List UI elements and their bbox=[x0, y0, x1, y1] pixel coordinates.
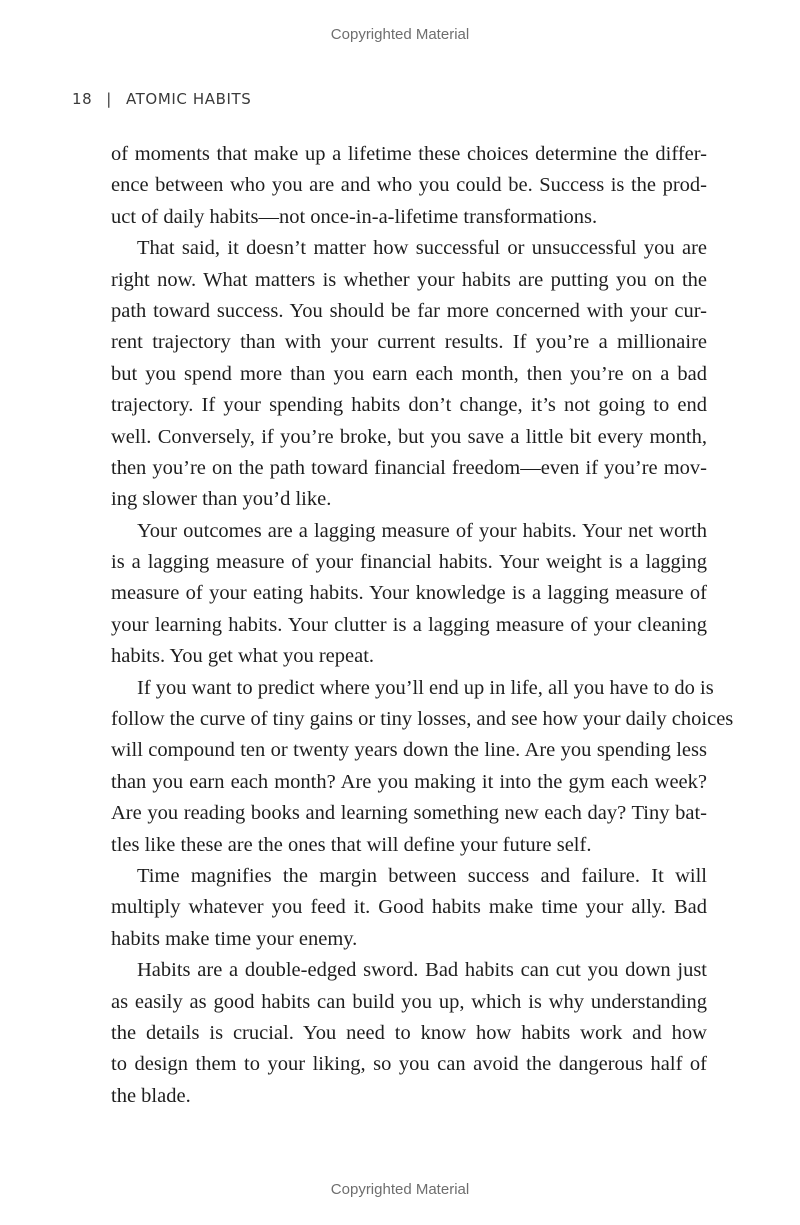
running-head-separator: | bbox=[106, 90, 112, 108]
text-line: well. Conversely, if you’re broke, but you save a little bit every month, bbox=[111, 425, 707, 448]
text-line: is a lagging measure of your financial habits. Your weight is a lagging bbox=[111, 551, 707, 574]
body-text bbox=[111, 139, 734, 1112]
paragraph bbox=[111, 516, 707, 673]
text-line: That said, it doesn’t matter how successful or unsuccessful you are bbox=[137, 237, 707, 260]
text-line: path toward success. You should be far more concerned with your cur- bbox=[111, 299, 707, 322]
copyright-watermark-top: Copyrighted Material bbox=[330, 26, 470, 43]
paragraph bbox=[111, 861, 707, 955]
text-line: ing slower than you’d like. bbox=[111, 488, 332, 511]
text-line: habits make time your enemy. bbox=[111, 927, 358, 950]
text-line: Time magnifies the margin between success and failure. It will bbox=[137, 864, 707, 887]
text-line: than you earn each month? Are you making it into the gym each week? bbox=[111, 770, 707, 793]
text-line: then you’re on the path toward financial freedom—even if you’re mov- bbox=[111, 456, 707, 479]
text-line: rent trajectory than with your current results. If you’re a millionaire bbox=[111, 331, 707, 354]
text-line: follow the curve of tiny gains or tiny losses, and see how your daily choices bbox=[111, 708, 734, 731]
text-line: the details is crucial. You need to know how habits work and how bbox=[111, 1021, 707, 1044]
text-line: Are you reading books and learning something new each day? Tiny bat- bbox=[111, 802, 707, 825]
text-line: the blade. bbox=[111, 1084, 191, 1107]
page-number: 18 bbox=[72, 90, 93, 108]
running-head bbox=[72, 90, 251, 108]
text-line: will compound ten or twenty years down the line. Are you spending less bbox=[111, 739, 707, 762]
text-line: of moments that make up a lifetime these choices determine the differ- bbox=[111, 143, 707, 165]
text-line: Your outcomes are a lagging measure of your habits. Your net worth bbox=[137, 519, 707, 542]
text-line: habits. You get what you repeat. bbox=[111, 645, 375, 668]
text-line: uct of daily habits—not once-in-a-lifetime transformations. bbox=[111, 205, 598, 228]
paragraph bbox=[111, 139, 707, 233]
text-line: ence between who you are and who you could be. Success is the prod- bbox=[111, 174, 707, 197]
book-title: ATOMIC HABITS bbox=[125, 90, 252, 108]
text-line: tles like these are the ones that will define your future self. bbox=[111, 833, 592, 856]
text-line: your learning habits. Your clutter is a lagging measure of your cleaning bbox=[111, 613, 707, 636]
paragraph bbox=[111, 673, 734, 861]
text-line: right now. What matters is whether your habits are putting you on the bbox=[111, 268, 707, 291]
text-line: Habits are a double-edged sword. Bad habits can cut you down just bbox=[137, 959, 707, 982]
paragraph bbox=[111, 955, 707, 1112]
text-line: trajectory. If your spending habits don’t change, it’s not going to end bbox=[111, 394, 707, 417]
text-line: multiply whatever you feed it. Good habits make time your ally. Bad bbox=[111, 896, 707, 919]
text-line: measure of your eating habits. Your knowledge is a lagging measure of bbox=[111, 582, 707, 605]
paragraph bbox=[111, 233, 707, 516]
text-line: If you want to predict where you’ll end up in life, all you have to do is bbox=[137, 676, 714, 699]
text-line: to design them to your liking, so you can avoid the dangerous half of bbox=[111, 1053, 707, 1076]
text-line: but you spend more than you earn each month, then you’re on a bad bbox=[111, 362, 707, 385]
text-line: as easily as good habits can build you up, which is why understanding bbox=[111, 990, 707, 1013]
copyright-watermark-bottom: Copyrighted Material bbox=[330, 1181, 470, 1198]
